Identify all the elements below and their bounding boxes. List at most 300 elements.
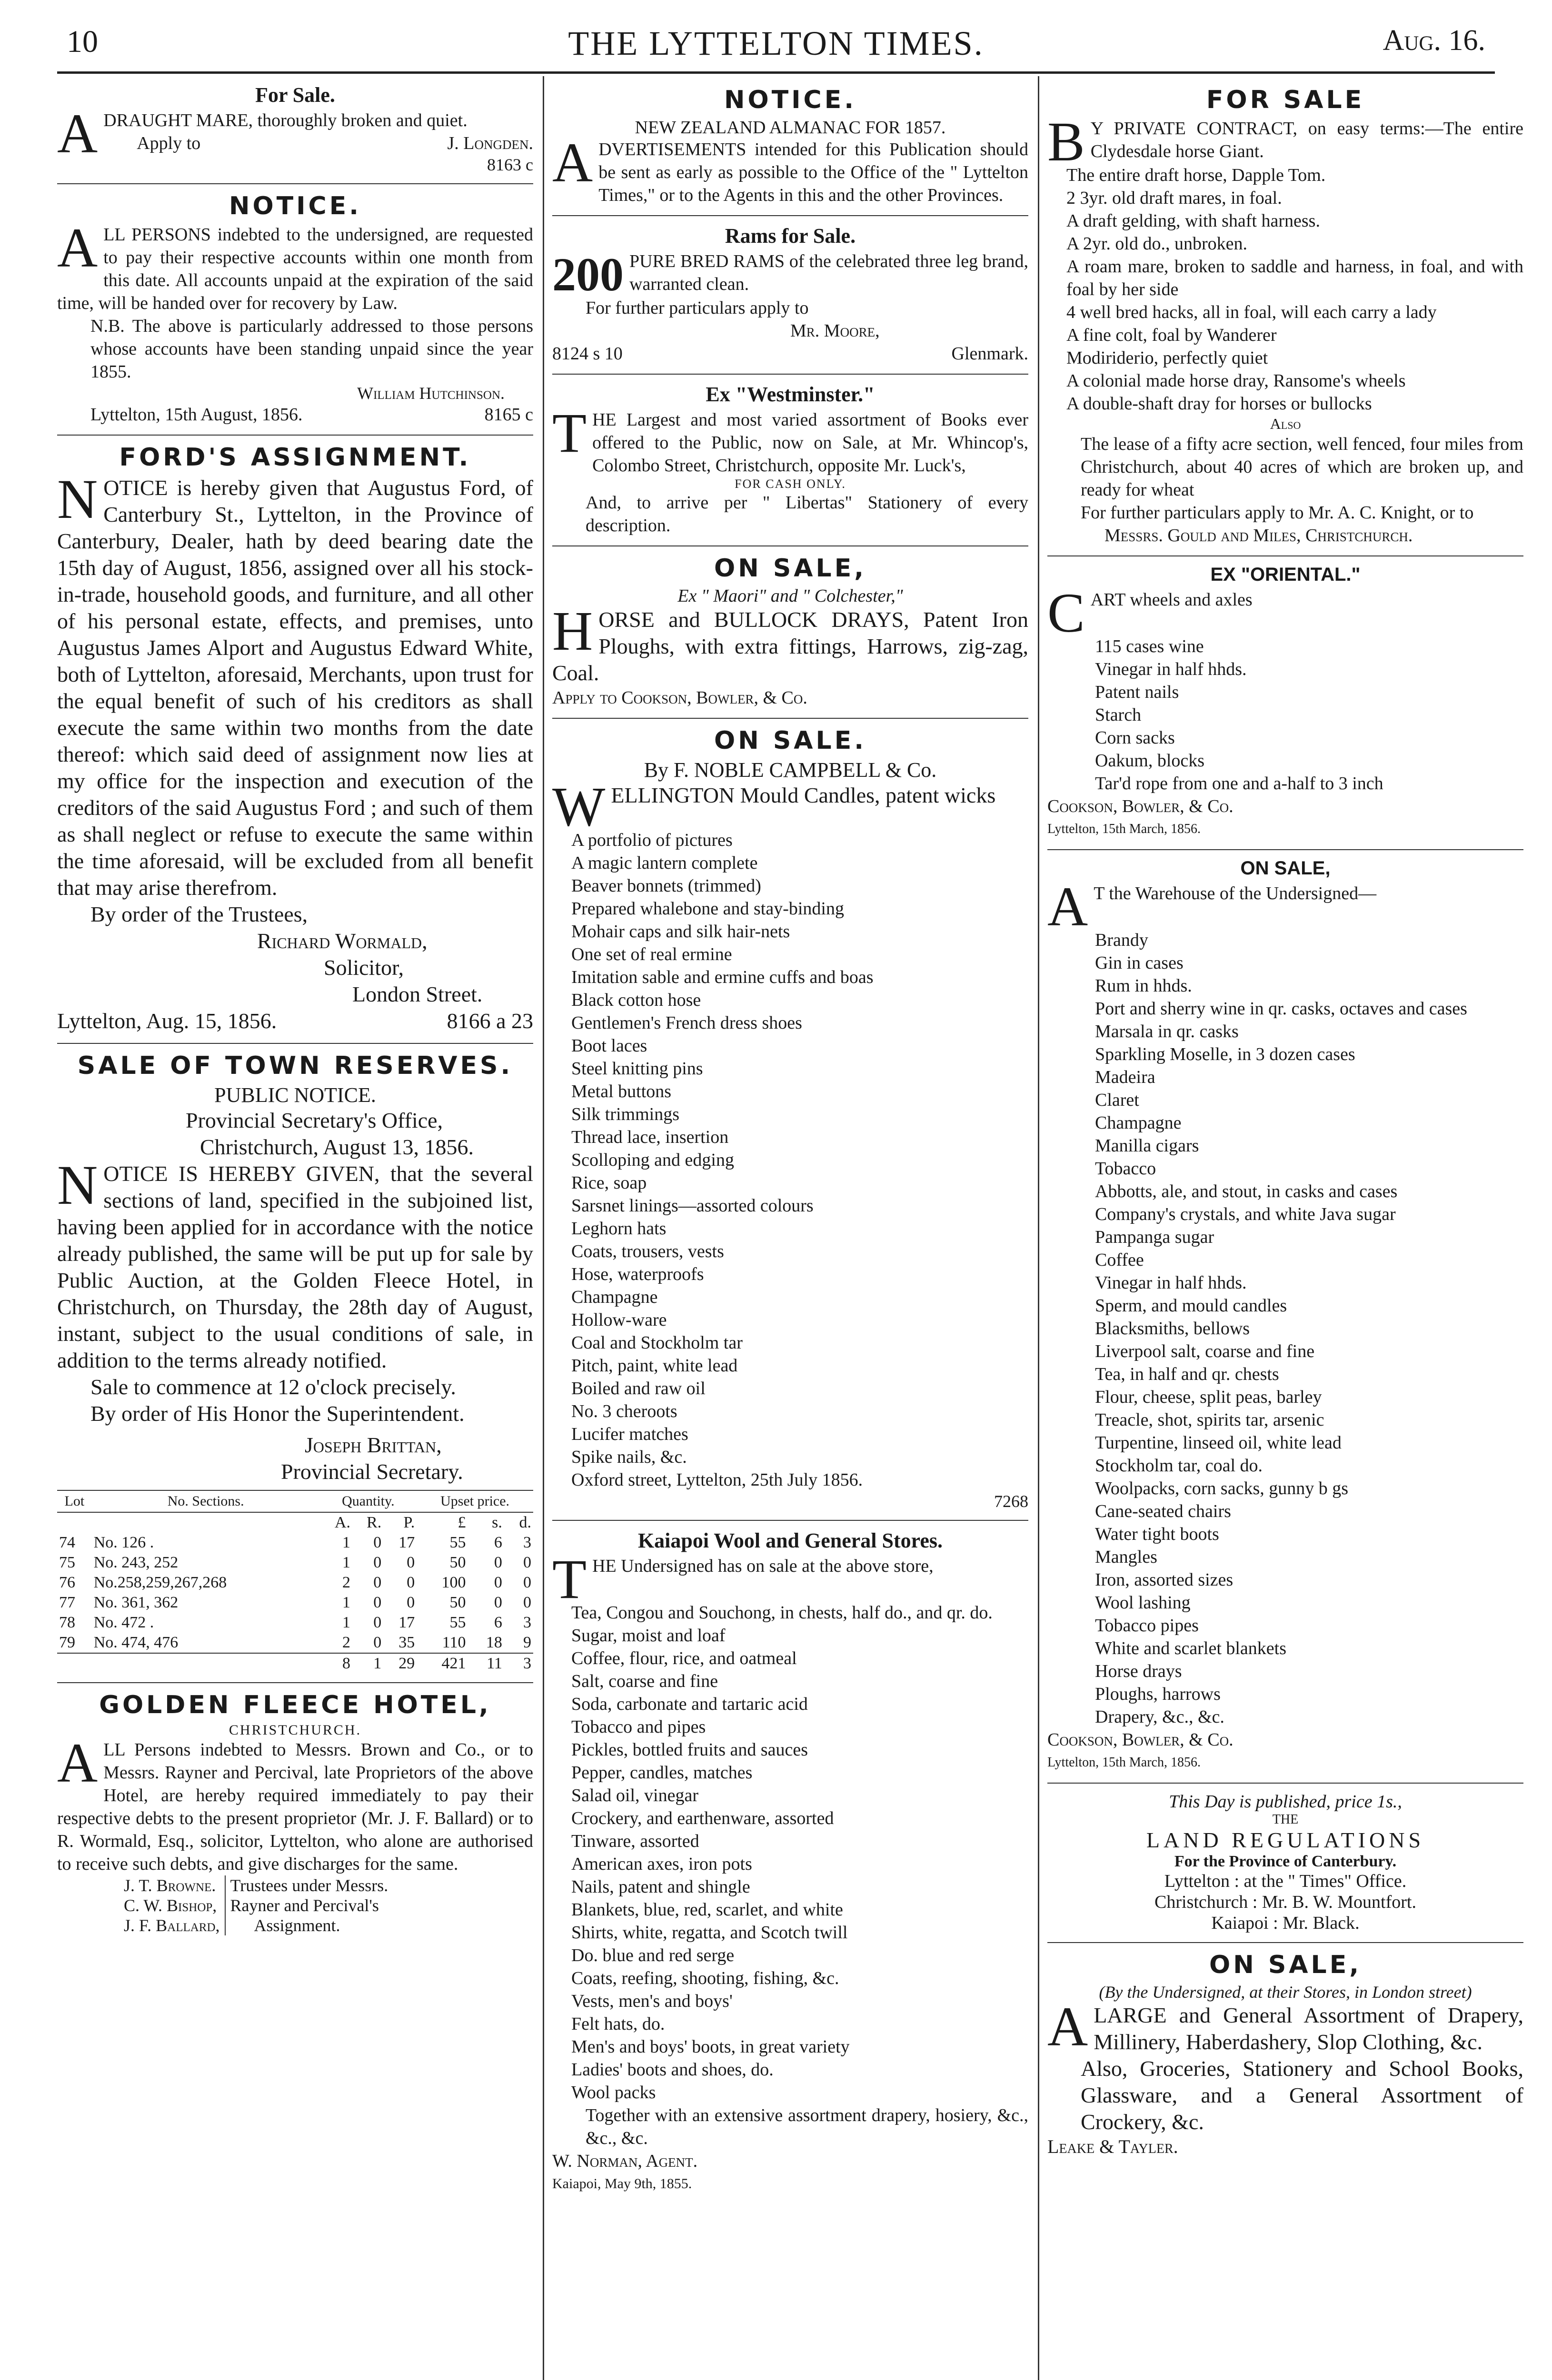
list-item: Men's and boys' boots, in great variety [571, 2037, 850, 2057]
list-item: Woolpacks, corn sacks, gunny b gs [1095, 1478, 1349, 1498]
table-cell: 0 [373, 1574, 382, 1591]
also-label: Also [1270, 415, 1301, 432]
list-item: Crockery, and earthenware, assorted [571, 1808, 834, 1828]
list-item: 2 3yr. old draft mares, in foal. [1066, 188, 1282, 208]
cash-only: FOR CASH ONLY. [735, 477, 846, 491]
table-cell: 1 [342, 1534, 350, 1551]
ad-date: Oxford street, Lyttelton, 25th July 1856. [571, 1470, 863, 1490]
drop-cap: A [1047, 875, 1088, 938]
table-cell: 0 [373, 1594, 382, 1611]
table-cell: 0 [523, 1574, 531, 1591]
list-item: Salad oil, vinegar [571, 1785, 698, 1805]
ad-body: HE Undersigned has on sale at the above store, [592, 1556, 934, 1576]
table-cell: 1 [342, 1594, 350, 1611]
table-cell: 55 [449, 1534, 466, 1551]
table-cell: 79 [59, 1634, 75, 1651]
ad-title: ON SALE, [1240, 858, 1331, 879]
list-item: Vinegar in half hhds. [1095, 1273, 1247, 1293]
list-item: Coats, trousers, vests [571, 1241, 724, 1261]
list-item: Vests, men's and boys' [571, 1991, 733, 2011]
ad-body: ELLINGTON Mould Candles, patent wicks [611, 783, 996, 807]
list-item: Salt, coarse and fine [571, 1671, 718, 1691]
sale-time: Sale to commence at 12 o'clock precisely. [90, 1375, 456, 1399]
issue-date: Aug. 16. [1383, 24, 1485, 57]
list-item: 115 cases wine [1095, 636, 1204, 656]
trustee-signatures [57, 1875, 533, 1935]
ad-title: Kaiapoi Wool and General Stores. [637, 1529, 943, 1552]
divider [552, 374, 1028, 375]
ad-body: OTICE IS HEREBY GIVEN, that the several sections of land, specified in the subjoined list, having been applied for in accordance with the notice already published, the same will be put up for sale by Public Auction, at the Golden Fleece Hotel, in Christchurch, on Thursday, the 28th day of August, instant, subject to the usual conditions of sale, in addition to the terms already notified. [57, 1161, 533, 1372]
ad-drapery [1047, 1951, 1523, 2158]
ad-body: LL Persons indebted to Messrs. Brown and Co., or to Messrs. Rayner and Percival, late Proprietors of the above Hotel, are hereby required immediately to pay their respective debts to the present proprietor (Mr. J. F. Ballard) or to R. Wormald, Esq., solicitor, Lyttelton, who alone are authorised to receive such debts, and give discharges for the same. [57, 1740, 533, 1874]
table-cell: No.258,259,267,268 [93, 1574, 227, 1591]
signatory: Cookson, Bowler, & Co. [1047, 796, 1234, 816]
ad-campbell [552, 726, 1028, 1511]
list-item: No. 3 cheroots [571, 1401, 677, 1421]
table-header: Quantity. [320, 1490, 417, 1512]
signatory-address: London Street. [352, 982, 483, 1006]
list-item: Drapery, &c., &c. [1095, 1707, 1224, 1727]
list-item: Spike nails, &c. [571, 1447, 687, 1467]
ad-title: NOTICE. [229, 192, 361, 220]
ad-warehouse [1047, 858, 1523, 1774]
ad-title: ON SALE, [714, 554, 866, 583]
unit-label: £ [458, 1514, 466, 1531]
list-item: Thread lace, insertion [571, 1127, 729, 1147]
apply-text: Apply to [137, 133, 201, 153]
unit-label: A. [334, 1514, 350, 1531]
drop-cap: T [552, 402, 587, 464]
table-cell: No. 126 . [93, 1534, 154, 1551]
signatory-role: Trustees under Messrs. [230, 1876, 388, 1895]
list-item: Coats, reefing, shooting, fishing, &c. [571, 1968, 839, 1988]
list-item: Soda, carbonate and tartaric acid [571, 1694, 808, 1714]
list-item: Steel knitting pins [571, 1059, 703, 1079]
list-item: Tobacco [1095, 1159, 1156, 1179]
divider [1047, 1783, 1523, 1784]
list-item: Pepper, candles, matches [571, 1763, 753, 1783]
drop-cap: C [1047, 582, 1085, 644]
ad-sale-of-town-reserves [57, 1051, 533, 1674]
nota-bene: N.B. The above is particularly addressed to those persons whose accounts have been standing unpaid since the year 1855. [90, 316, 533, 382]
signatory: Messrs. Gould and Miles, Christchurch. [1104, 526, 1413, 545]
list-item: Gin in cases [1095, 953, 1184, 973]
ad-westminster [552, 382, 1028, 537]
list-item: Coal and Stockholm tar [571, 1333, 743, 1353]
signatory-role: Provincial Secretary. [281, 1459, 463, 1484]
divider [1047, 555, 1523, 556]
list-item: Water tight boots [1095, 1524, 1219, 1544]
table-cell: 11 [468, 1653, 504, 1674]
list-item: Hose, waterproofs [571, 1264, 704, 1284]
publication-note: This Day is published, price 1s., [1169, 1792, 1402, 1812]
list-item: Pickles, bottled fruits and sauces [571, 1740, 808, 1760]
list-item: Tobacco pipes [1095, 1616, 1199, 1636]
office-line: Provincial Secretary's Office, [186, 1108, 443, 1132]
agent-line: Kaiapoi : Mr. Black. [1211, 1913, 1360, 1933]
table-row [57, 1573, 533, 1593]
table-cell: 0 [407, 1574, 415, 1591]
signatory: Richard Wormald, [257, 929, 428, 953]
list-item: A double-shaft dray for horses or bullocks [1066, 394, 1372, 414]
list-item: A roam mare, broken to saddle and harness, in foal, and with foal by her side [1066, 257, 1523, 299]
table-cell: 0 [373, 1614, 382, 1631]
ad-body: ORSE and BULLOCK DRAYS, Patent Iron Ploughs, with extra fittings, Harrows, zig-zag, Coal. [552, 607, 1028, 685]
table-row [57, 1593, 533, 1613]
ad-title: LAND REGULATIONS [1146, 1828, 1425, 1852]
table-cell: 0 [373, 1554, 382, 1571]
table-header: No. Sections. [92, 1490, 320, 1512]
drop-cap: W [552, 775, 606, 838]
signatory: J. F. Ballard, [124, 1916, 220, 1935]
list-item: Scolloping and edging [571, 1150, 734, 1170]
place-date: Christchurch, August 13, 1856. [200, 1135, 474, 1159]
divider [552, 718, 1028, 719]
list-item: Sugar, moist and loaf [571, 1626, 726, 1646]
ad-title: FORD'S ASSIGNMENT. [119, 443, 471, 472]
goods-list [1047, 635, 1523, 795]
signatory: W. Norman, Agent. [552, 2151, 698, 2171]
table-cell: 29 [383, 1653, 417, 1674]
table-cell: 6 [494, 1614, 502, 1631]
table-cell: 0 [523, 1554, 531, 1571]
drop-number: 200 [552, 248, 624, 301]
ad-title: EX "ORIENTAL." [1210, 564, 1361, 585]
signatory: J. Longden. [447, 133, 533, 153]
order-line: By order of His Honor the Superintendent. [90, 1401, 465, 1426]
list-item: Horse drays [1095, 1661, 1182, 1681]
place-line: Glenmark. [951, 344, 1028, 364]
list-item: Abbotts, ale, and stout, in casks and cases [1095, 1181, 1398, 1201]
table-cell: 1 [342, 1554, 350, 1571]
list-item: Iron, assorted sizes [1095, 1570, 1234, 1590]
table-cell [57, 1653, 92, 1674]
ship-names: Ex " Maori" and " Colchester," [677, 586, 903, 606]
table-cell: 50 [449, 1594, 466, 1611]
list-item: Rum in hhds. [1095, 976, 1192, 996]
table-cell: 3 [504, 1653, 533, 1674]
sections-table [57, 1490, 533, 1674]
goods-list [552, 829, 1028, 1468]
list-item: Vinegar in half hhds. [1095, 659, 1247, 679]
column-divider [543, 76, 544, 2380]
drop-cap: T [552, 1548, 587, 1610]
list-item: Coffee, flour, rice, and oatmeal [571, 1648, 797, 1668]
list-item: Madeira [1095, 1067, 1155, 1087]
list-item: One set of real ermine [571, 944, 732, 964]
table-cell: 35 [398, 1634, 415, 1651]
list-item: Champagne [571, 1287, 658, 1307]
divider [57, 183, 533, 184]
arrival-note: And, to arrive per " Libertas" Stationery of every description. [586, 493, 1028, 536]
table-cell: 2 [342, 1574, 350, 1591]
ad-ref: 8124 s 10 [552, 344, 623, 364]
ad-body: T the Warehouse of the Undersigned— [1094, 883, 1377, 903]
table-cell: 17 [398, 1534, 415, 1551]
list-item: Stockholm tar, coal do. [1095, 1456, 1263, 1476]
signatory: Cookson, Bowler, & Co. [1047, 1730, 1234, 1750]
unit-label: P. [403, 1514, 415, 1531]
table-cell: 110 [442, 1634, 466, 1651]
list-item: Cane-seated chairs [1095, 1501, 1231, 1521]
ad-date: Lyttelton, 15th August, 1856. [90, 405, 303, 425]
table-cell: 6 [494, 1534, 502, 1551]
signatory: Leake & Tayler. [1047, 2136, 1178, 2157]
unit-label: R. [367, 1514, 382, 1531]
page-number: 10 [67, 24, 98, 59]
list-item: Mangles [1095, 1547, 1157, 1567]
list-item: Tar'd rope from one and a-half to 3 inch [1095, 774, 1383, 793]
drop-cap: N [57, 468, 98, 530]
ad-body: LL PERSONS indebted to the undersigned, are requested to pay their respective accounts within one month from this date. All accounts unpaid at the expiration of the said time, will be handed over for recovery by Law. [57, 225, 533, 313]
ad-kaiapoi [552, 1528, 1028, 2195]
list-item: Metal buttons [571, 1081, 672, 1101]
list-item: Sparkling Moselle, in 3 dozen cases [1095, 1044, 1355, 1064]
list-item: Wool lashing [1095, 1593, 1191, 1613]
ad-title: SALE OF TOWN RESERVES. [77, 1051, 513, 1080]
ad-title: GOLDEN FLEECE HOTEL, [99, 1691, 491, 1719]
goods-list [552, 1601, 1028, 2104]
list-item: Do. blue and red serge [571, 1945, 735, 1965]
list-item: Marsala in qr. casks [1095, 1021, 1239, 1041]
divider [552, 545, 1028, 546]
lease-text: The lease of a fifty acre section, well fenced, four miles from Christchurch, about 40 acres of which are broken up, and ready for wheat [1081, 434, 1523, 500]
divider [552, 215, 1028, 216]
list-item: Felt hats, do. [571, 2014, 665, 2034]
ad-subtitle: PUBLIC NOTICE. [214, 1083, 376, 1107]
ad-golden-fleece [57, 1691, 533, 1935]
list-item: Lucifer matches [571, 1424, 688, 1444]
table-row [57, 1633, 533, 1653]
ad-subtitle: For the Province of Canterbury. [1174, 1853, 1397, 1870]
drop-cap: A [552, 131, 593, 194]
signatory: William Hutchinson. [357, 384, 505, 403]
table-row [57, 1653, 533, 1674]
table-cell: 9 [523, 1634, 531, 1651]
table-cell [92, 1653, 320, 1674]
list-item: A portfolio of pictures [571, 830, 733, 850]
table-cell: 0 [523, 1594, 531, 1611]
list-item: Champagne [1095, 1113, 1182, 1133]
column-3 [1047, 81, 1523, 2380]
drop-cap: B [1047, 110, 1085, 173]
ad-rams [552, 224, 1028, 365]
ad-date: Kaiapoi, May 9th, 1855. [552, 2176, 692, 2192]
divider [1047, 849, 1523, 850]
table-cell: 77 [59, 1594, 75, 1611]
agent-line: Lyttelton : at the " Times" Office. [1164, 1871, 1407, 1891]
table-cell: No. 361, 362 [93, 1594, 179, 1611]
ad-for-sale-mare [57, 83, 533, 175]
drop-cap: A [57, 102, 98, 165]
ad-date: Lyttelton, 15th March, 1856. [1047, 822, 1201, 836]
list-item: Mohair caps and silk hair-nets [571, 922, 790, 942]
list-item: Sperm, and mould candles [1095, 1296, 1287, 1316]
list-item: Ploughs, harrows [1095, 1684, 1221, 1704]
ad-body: ART wheels and axles [1090, 590, 1253, 610]
table-cell: 100 [441, 1574, 466, 1591]
table-row [57, 1533, 533, 1553]
list-item: Brandy [1095, 930, 1148, 950]
ad-title: For Sale. [255, 83, 335, 107]
table-cell: 2 [342, 1634, 350, 1651]
list-item: Oakum, blocks [1095, 751, 1205, 771]
ad-body: DVERTISEMENTS intended for this Publication should be sent as early as possible to the Office of the " Lyttelton Times," or to the Agents in this and the other Provinces. [598, 139, 1028, 205]
drop-cap: A [57, 1732, 98, 1794]
divider [552, 1520, 1028, 1521]
ad-title: ON SALE, [1209, 1951, 1362, 1979]
list-item: A magic lantern complete [571, 853, 758, 873]
table-cell: 0 [407, 1594, 415, 1611]
table-cell: 55 [449, 1614, 466, 1631]
table-header: Lot [57, 1490, 92, 1512]
table-cell: 50 [449, 1554, 466, 1571]
table-cell: 75 [59, 1554, 75, 1571]
apply-text: For further particulars apply to [586, 298, 809, 318]
divider [57, 435, 533, 436]
table-cell: 3 [523, 1534, 531, 1551]
list-item: Treacle, shot, spirits tar, arsenic [1095, 1410, 1324, 1430]
signatory: J. T. Browne. [124, 1876, 216, 1895]
list-item: A draft gelding, with shaft harness. [1066, 211, 1320, 231]
table-cell: 8 [320, 1653, 352, 1674]
list-item: White and scarlet blankets [1095, 1638, 1287, 1658]
ad-ex-oriental [1047, 564, 1523, 841]
list-item: Shirts, white, regatta, and Scotch twill [571, 1923, 848, 1943]
table-cell: 0 [373, 1634, 382, 1651]
ad-ref: 8165 c [484, 405, 533, 425]
column-divider [1038, 76, 1039, 2380]
signatory-role: Assignment. [254, 1916, 340, 1935]
signatory: Mr. Moore, [790, 321, 880, 341]
ad-title: ON SALE. [714, 726, 866, 755]
list-item: Tobacco and pipes [571, 1717, 706, 1737]
list-item: Tinware, assorted [571, 1831, 699, 1851]
list-item: Imitation sable and ermine cuffs and boas [571, 967, 874, 987]
divider [57, 1043, 533, 1044]
ad-land-regulations [1047, 1791, 1523, 1934]
ad-ref: 7268 [994, 1492, 1028, 1511]
list-item: Beaver bonnets (trimmed) [571, 876, 761, 896]
list-item: Turpentine, linseed oil, white lead [1095, 1433, 1342, 1453]
list-item: Port and sherry wine in qr. casks, octaves and cases [1095, 999, 1467, 1019]
ad-subtitle: CHRISTCHURCH. [229, 1722, 362, 1738]
ad-drays [552, 554, 1028, 709]
drop-cap: N [57, 1154, 98, 1216]
signatory: C. W. Bishop, [124, 1896, 217, 1915]
list-item: Liverpool salt, coarse and fine [1095, 1341, 1315, 1361]
table-cell: 1 [352, 1653, 383, 1674]
list-item: Company's crystals, and white Java sugar [1095, 1204, 1396, 1224]
list-item: Coffee [1095, 1250, 1144, 1270]
drop-cap: H [552, 600, 593, 662]
also-text: Also, Groceries, Stationery and School Books, Glassware, and a General Assortment of Crockery, &c. [1081, 2056, 1523, 2134]
newspaper-title: THE LYTTELTON TIMES. [568, 24, 984, 62]
list-item: Tea, in half and qr. chests [1095, 1364, 1279, 1384]
list-item: A colonial made horse dray, Ransome's wheels [1066, 371, 1406, 391]
ad-title: FOR SALE [1206, 86, 1365, 114]
list-item: A fine colt, foal by Wanderer [1066, 325, 1277, 345]
column-1 [57, 81, 533, 2380]
list-item: Boiled and raw oil [571, 1378, 706, 1398]
ad-title: Rams for Sale. [725, 224, 856, 248]
list-item: Corn sacks [1095, 728, 1175, 748]
list-item: Rice, soap [571, 1173, 647, 1193]
goods-list [1047, 164, 1523, 415]
table-cell: 3 [523, 1614, 531, 1631]
list-item: American axes, iron pots [571, 1854, 752, 1874]
list-item: The entire draft horse, Dapple Tom. [1066, 165, 1326, 185]
table-body [57, 1533, 533, 1674]
list-item: Ladies' boots and shoes, do. [571, 2060, 774, 2080]
table-header: Upset price. [417, 1490, 533, 1512]
list-item: Sarsnet linings—assorted colours [571, 1196, 814, 1216]
unit-label: d. [519, 1514, 531, 1531]
ad-ref: 8166 a 23 [447, 1009, 533, 1033]
table-cell: 421 [417, 1653, 468, 1674]
column-2 [552, 81, 1028, 2380]
header-rule [57, 71, 1495, 74]
apply-text: For further particulars apply to Mr. A. C. Knight, or to [1081, 503, 1474, 523]
apply-text: Apply to Cookson, Bowler, & Co. [552, 688, 807, 708]
ad-title: Ex "Westminster." [706, 383, 875, 406]
list-item: Nails, patent and shingle [571, 1877, 750, 1897]
table-row [57, 1553, 533, 1573]
article-word: THE [1272, 1812, 1299, 1827]
list-item: Blacksmiths, bellows [1095, 1319, 1250, 1339]
table-row [57, 1613, 533, 1633]
divider [57, 1682, 533, 1683]
ad-date: Lyttelton, 15th March, 1856. [1047, 1755, 1201, 1770]
list-item: Hollow-ware [571, 1310, 667, 1330]
list-item: Starch [1095, 705, 1142, 725]
table-cell: 78 [59, 1614, 75, 1631]
list-item: Manilla cigars [1095, 1136, 1199, 1156]
goods-list [1047, 929, 1523, 1728]
list-item: 4 well bred hacks, all in foal, will each carry a lady [1066, 302, 1437, 322]
ad-subtitle: NEW ZEALAND ALMANAC FOR 1857. [635, 118, 946, 138]
ad-almanac [552, 86, 1028, 207]
ad-body: HE Largest and most varied assortment of Books ever offered to the Public, now on Sale, at Mr. Whincop's, Colombo Street, Christchurch, opposite Mr. Luck's, [592, 410, 1028, 476]
list-item: Flour, cheese, split peas, barley [1095, 1387, 1322, 1407]
list-item: Claret [1095, 1090, 1139, 1110]
list-item: A 2yr. old do., unbroken. [1066, 234, 1247, 254]
list-item: Pitch, paint, white lead [571, 1356, 738, 1376]
ad-ref: 8163 c [487, 155, 533, 174]
table-cell: No. 472 . [93, 1614, 154, 1631]
list-item: Tea, Congou and Souchong, in chests, half do., and qr. do. [571, 1603, 993, 1623]
unit-label: s. [492, 1514, 502, 1531]
list-item: Gentlemen's French dress shoes [571, 1013, 802, 1033]
list-item: Pampanga sugar [1095, 1227, 1214, 1247]
drop-cap: A [1047, 1995, 1088, 2058]
table-cell: 18 [486, 1634, 502, 1651]
list-item: Leghorn hats [571, 1219, 667, 1239]
table-cell: 74 [59, 1534, 75, 1551]
order-line: By order of the Trustees, [90, 902, 308, 926]
divider [1047, 1942, 1523, 1943]
ad-fords-assignment [57, 443, 533, 1034]
table-cell: 0 [373, 1534, 382, 1551]
ad-notice-hutchinson [57, 192, 533, 426]
agent-line: Christchurch : Mr. B. W. Mountfort. [1154, 1892, 1416, 1912]
table-cell: 0 [494, 1594, 502, 1611]
list-item: Boot laces [571, 1036, 647, 1056]
table-cell: 0 [494, 1574, 502, 1591]
list-item: Modiriderio, perfectly quiet [1066, 348, 1268, 368]
table-cell: 0 [407, 1554, 415, 1571]
table-cell: No. 243, 252 [93, 1554, 179, 1571]
